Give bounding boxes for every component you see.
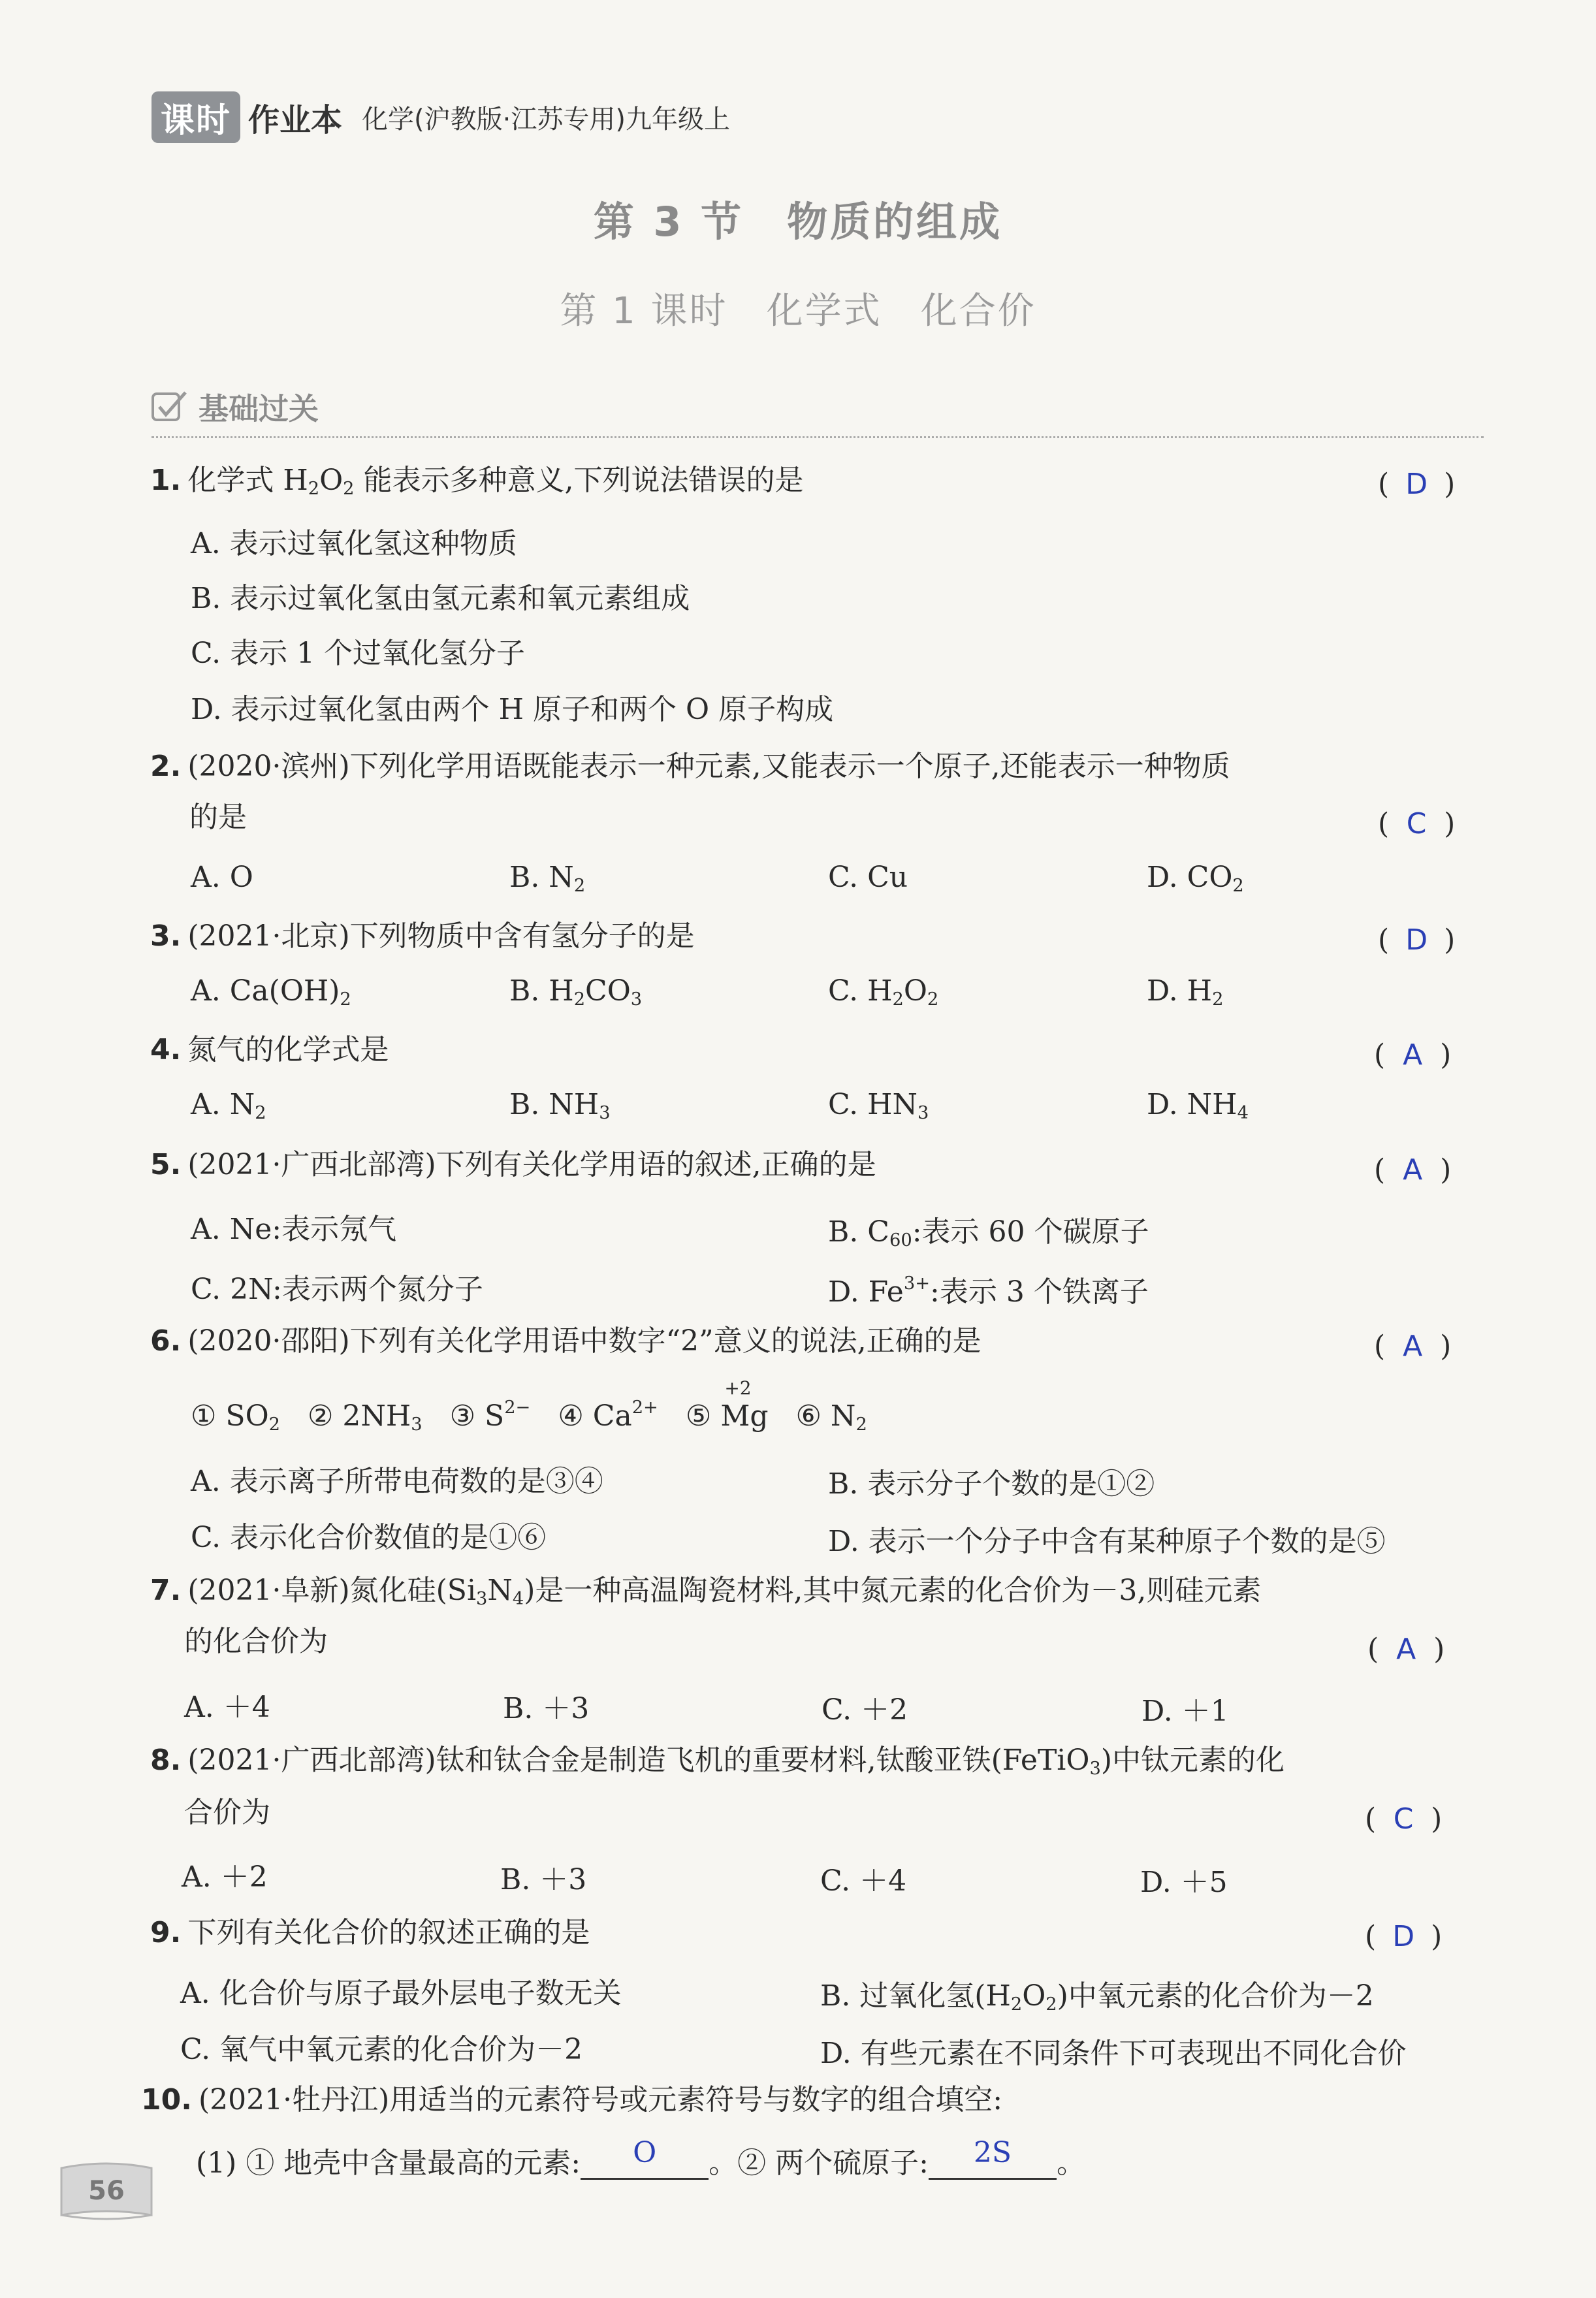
question-10: [141, 2083, 1002, 2118]
formula-list: ① $SO_2$ ② $2NH_3$ ③ $S^{2-}$ ④ $Ca^{2+}$ ⑤ +2 Mg ⑥ $N_2$: [191, 1377, 867, 1435]
answer-bracket: ( D ): [1365, 1920, 1443, 1953]
question-text: (2020·滨州)下列化学用语既能表示一种元素,又能表示一个原子,还能表示一种物质: [187, 750, 1230, 783]
lesson-title: 第 1 课时 化学式 化合价: [560, 290, 1036, 332]
checkbox-check-icon: [150, 389, 189, 425]
question-number: 10.: [141, 2083, 192, 2116]
answer-bracket: ( A ): [1374, 1330, 1452, 1363]
question-8: [150, 1744, 1285, 1780]
option-b: B. ＋3: [503, 1692, 590, 1725]
blank-answer-2[interactable]: 2S: [929, 2149, 1057, 2180]
option-c: C. ＋2: [822, 1693, 908, 1727]
answer-bracket: ( C ): [1378, 807, 1456, 840]
question-text: 氮气的化学式是: [187, 1033, 389, 1066]
option-a: A. 表示离子所带电荷数的是③④: [191, 1465, 603, 1498]
option-c: C. 表示化合价数值的是①⑥: [191, 1521, 547, 1554]
option-d: D. $NH_4$: [1147, 1088, 1249, 1123]
book-title: 化学(沪教版·江苏专用)九年级上: [362, 104, 730, 135]
option-c: C. 2N:表示两个氮分子: [191, 1273, 483, 1306]
question-number: 6.: [150, 1324, 182, 1358]
question-6: [150, 1324, 982, 1359]
option-a: A. O: [191, 861, 253, 894]
option-a: A. ＋4: [184, 1691, 270, 1724]
series-name: 作业本: [248, 102, 343, 138]
question-5: [150, 1148, 876, 1183]
answer-value: A: [1396, 1633, 1416, 1666]
answer-bracket: ( A ): [1367, 1633, 1445, 1666]
option-d: D. $CO_2$: [1147, 861, 1244, 896]
section-title: 第 3 节 物质的组成: [593, 198, 1003, 246]
answer-value: C: [1406, 807, 1427, 840]
option-a: A. 表示过氧化氢这种物质: [191, 527, 517, 560]
series-logo: [152, 91, 342, 143]
option-b: B. $NH_3$: [509, 1088, 611, 1123]
answer-value: D: [1392, 1920, 1415, 1953]
question-text: (2021·牡丹江)用适当的元素符号或元素符号与数字的组合填空:: [198, 2083, 1003, 2116]
option-d: D. ＋5: [1140, 1866, 1228, 1899]
question-8-continued: 合价为: [184, 1796, 270, 1829]
option-a: A. Ne:表示氖气: [191, 1213, 397, 1246]
page-number-badge: [57, 2155, 155, 2227]
question-number: 2.: [150, 750, 182, 783]
option-b: B. ＋3: [500, 1863, 587, 1896]
question-2: [150, 750, 1230, 784]
question-text: 化学式 $H_2O_2$ 能表示多种意义,下列说法错误的是: [187, 464, 804, 499]
option-d: D. ＋1: [1141, 1695, 1229, 1728]
option-a: A. $N_2$: [191, 1088, 266, 1123]
answer-value: A: [1403, 1330, 1423, 1363]
option-a: A. 化合价与原子最外层电子数无关: [180, 1977, 622, 2010]
question-2-continued: 的是: [189, 801, 247, 834]
answer-value: D: [1405, 923, 1428, 957]
question-text: (2020·邵阳)下列有关化学用语中数字“2”意义的说法,正确的是: [187, 1324, 982, 1358]
option-b: B. 过氧化氢$(H_2O_2)$中氧元素的化合价为－2: [820, 1979, 1374, 2015]
question-number: 4.: [150, 1033, 182, 1066]
question-3: [150, 919, 695, 954]
question-1: [150, 464, 803, 500]
question-text: (2021·广西北部湾)钛和钛合金是制造飞机的重要材料,钛酸亚铁(FeTiO$_3$)中钛元素的化: [187, 1744, 1285, 1779]
option-d: D. 表示过氧化氢由两个 H 原子和两个 O 原子构成: [191, 693, 834, 726]
question-4: [150, 1033, 389, 1068]
option-a: A. $Ca(OH)_2$: [191, 974, 351, 1010]
option-d: D. $H_2$: [1147, 974, 1224, 1010]
answer-bracket: ( C ): [1365, 1802, 1443, 1836]
option-c: C. Cu: [828, 861, 908, 894]
question-number: 1.: [150, 464, 182, 497]
option-d: D. 表示一个分子中含有某种原子个数的是⑤: [828, 1525, 1386, 1558]
section-heading: [150, 385, 319, 428]
page-number: 56: [88, 2176, 125, 2206]
blank-answer-1[interactable]: O: [581, 2149, 709, 2180]
answer-bracket: ( D ): [1378, 468, 1456, 501]
page-header: [152, 91, 730, 143]
answer-value: A: [1403, 1153, 1423, 1187]
answer-value: A: [1403, 1038, 1423, 1072]
question-text: 下列有关化合价的叙述正确的是: [187, 1916, 590, 1949]
option-c: C. ＋4: [820, 1864, 907, 1898]
option-b: B. $H_2CO_3$: [509, 974, 643, 1010]
option-c: C. 表示 1 个过氧化氢分子: [191, 637, 526, 670]
answer-value: D: [1405, 468, 1428, 501]
option-a: A. ＋2: [182, 1860, 268, 1894]
question-number: 9.: [150, 1916, 182, 1949]
question-number: 5.: [150, 1148, 182, 1181]
answer-bracket: ( A ): [1374, 1038, 1452, 1072]
question-number: 8.: [150, 1744, 182, 1777]
question-number: 7.: [150, 1574, 182, 1607]
option-c: C. $HN_3$: [828, 1088, 929, 1123]
question-text: (2021·广西北部湾)下列有关化学用语的叙述,正确的是: [187, 1148, 876, 1181]
section-label: 基础过关: [199, 391, 319, 426]
option-b: B. 表示过氧化氢由氢元素和氧元素组成: [191, 582, 690, 615]
option-d: D. $Fe^{3+}$:表示 3 个铁离子: [828, 1273, 1149, 1309]
option-c: C. 氧气中氧元素的化合价为－2: [180, 2033, 583, 2066]
option-b: B. 表示分子个数的是①②: [828, 1467, 1155, 1501]
question-7-continued: 的化合价为: [184, 1625, 328, 1658]
question-text: (2021·阜新)氮化硅$(Si_3N_4)$是一种高温陶瓷材料,其中氮元素的化合价为－3,则硅元素: [187, 1574, 1262, 1609]
answer-value: C: [1393, 1802, 1414, 1836]
question-7: [150, 1574, 1261, 1610]
answer-bracket: ( A ): [1374, 1153, 1452, 1187]
option-d: D. 有些元素在不同条件下可表现出不同化合价: [820, 2037, 1407, 2070]
fill-in-line: (1) ① 地壳中含量最高的元素: O 。② 两个硫原子: 2S 。: [196, 2136, 1085, 2180]
option-b: B. $N_2$: [509, 861, 586, 896]
question-number: 3.: [150, 919, 182, 953]
answer-bracket: ( D ): [1378, 923, 1456, 957]
section-divider: [152, 436, 1484, 438]
option-b: B. $C_{60}$:表示 60 个碳原子: [828, 1215, 1149, 1251]
question-9: [150, 1916, 590, 1951]
option-c: C. $H_2O_2$: [828, 974, 939, 1010]
logo-mark: 课时: [152, 91, 240, 143]
question-text: (2021·北京)下列物质中含有氢分子的是: [187, 919, 695, 953]
